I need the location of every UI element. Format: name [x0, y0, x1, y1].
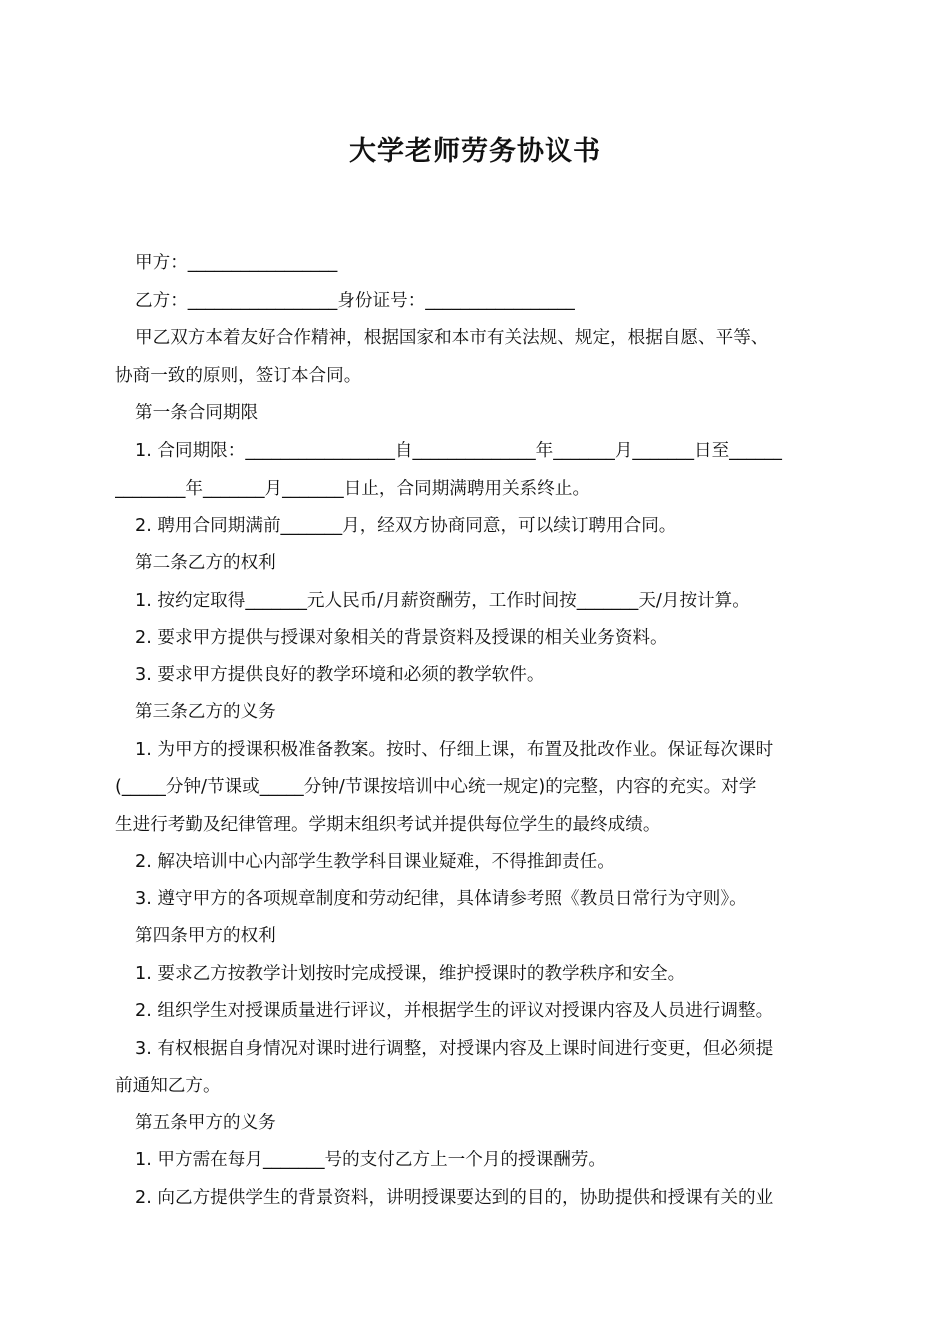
article-4-clause-1: 1. 要求乙方按教学计划按时完成授课，维护授课时的教学秩序和安全。 — [135, 964, 686, 984]
party-b-line: 乙方：_________________身份证号：_________________ — [135, 291, 575, 311]
article-3-clause-2: 2. 解决培训中心内部学生教学科目课业疑难，不得推卸责任。 — [135, 852, 615, 872]
article-3-clause-3: 3. 遵守甲方的各项规章制度和劳动纪律，具体请参考照《教员日常行为守则》。 — [135, 889, 747, 909]
article-2-clause-2: 2. 要求甲方提供与授课对象相关的背景资料及授课的相关业务资料。 — [135, 628, 668, 648]
article-3-heading: 第三条乙方的义务 — [135, 702, 276, 722]
document-title: 大学老师劳务协议书 — [349, 136, 601, 167]
article-1-heading: 第一条合同期限 — [135, 403, 259, 423]
article-5-clause-2: 2. 向乙方提供学生的背景资料，讲明授课要达到的目的，协助提供和授课有关的业 — [135, 1188, 774, 1208]
party-a-line: 甲方：_________________ — [135, 253, 338, 273]
article-3-clause-1a: 1. 为甲方的授课积极准备教案。按时、仔细上课，布置及批改作业。保证每次课时 — [135, 740, 774, 760]
article-4-clause-3a: 3. 有权根据自身情况对课时进行调整，对授课内容及上课时间进行变更，但必须提 — [135, 1039, 774, 1059]
article-5-clause-1: 1. 甲方需在每月_______号的支付乙方上一个月的授课酬劳。 — [135, 1150, 607, 1170]
article-2-clause-1: 1. 按约定取得_______元人民币/月薪资酬劳，工作时间按_______天/月按计算。 — [135, 591, 750, 611]
article-3-clause-1c: 生进行考勤及纪律管理。学期末组织考试并提供每位学生的最终成绩。 — [115, 815, 661, 835]
article-4-clause-3b: 前通知乙方。 — [115, 1076, 221, 1096]
article-1-clause-1a: 1. 合同期限：_________________自______________年_______月_______日至______ — [135, 441, 782, 461]
article-5-heading: 第五条甲方的义务 — [135, 1113, 276, 1133]
preamble-line-1: 甲乙双方本着友好合作精神，根据国家和本市有关法规、规定，根据自愿、平等、 — [135, 328, 769, 348]
article-1-clause-2: 2. 聘用合同期满前_______月，经双方协商同意，可以续订聘用合同。 — [135, 516, 677, 536]
preamble-line-2: 协商一致的原则，签订本合同。 — [115, 366, 362, 386]
article-2-heading: 第二条乙方的权利 — [135, 553, 276, 573]
article-1-clause-1b: ________年_______月_______日止，合同期满聘用关系终止。 — [115, 479, 591, 499]
article-4-heading: 第四条甲方的权利 — [135, 926, 276, 946]
article-2-clause-3: 3. 要求甲方提供良好的教学环境和必须的教学软件。 — [135, 665, 545, 685]
article-4-clause-2: 2. 组织学生对授课质量进行评议，并根据学生的评议对授课内容及人员进行调整。 — [135, 1001, 774, 1021]
article-3-clause-1b: (_____分钟/节课或_____分钟/节课按培训中心统一规定)的完整，内容的充实。对学 — [115, 777, 757, 797]
